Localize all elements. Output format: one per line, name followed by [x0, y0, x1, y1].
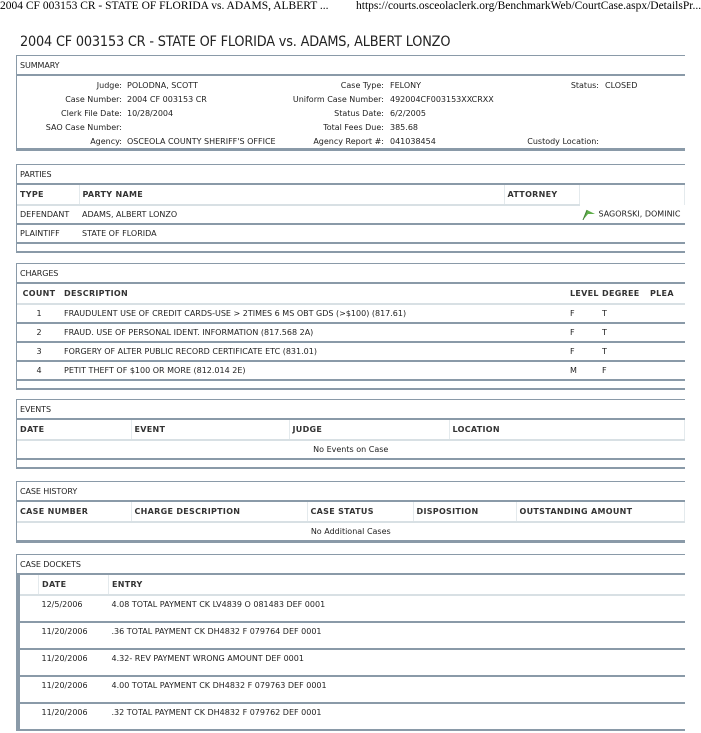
sao-case-number-label: SAO Case Number:	[45, 123, 122, 132]
parties-table	[17, 185, 685, 252]
custody-location-label: Custody Location:	[527, 137, 599, 146]
col-level[interactable]: LEVEL	[567, 284, 599, 304]
empty-row	[17, 522, 685, 541]
col-location[interactable]: LOCATION	[449, 420, 685, 440]
agency-value: OSCEOLA COUNTY SHERIFF'S OFFICE	[127, 137, 276, 146]
table-row	[19, 649, 686, 676]
status-label: Status:	[570, 81, 599, 90]
summary-title: SUMMARY	[17, 56, 685, 76]
dockets-header-row	[19, 575, 686, 595]
charge-degree: T	[599, 323, 647, 342]
col-entry[interactable]: ENTRY	[109, 575, 686, 595]
charge-level: F	[567, 304, 599, 323]
col-judge[interactable]: JUDGE	[289, 420, 449, 440]
case-history-header-row	[17, 502, 685, 522]
charge-count: 2	[17, 323, 61, 342]
events-table	[17, 420, 685, 468]
case-type-label: Case Type:	[340, 81, 384, 90]
col-disposition[interactable]: DISPOSITION	[413, 502, 516, 522]
events-title: EVENTS	[17, 400, 685, 420]
charge-count: 3	[17, 342, 61, 361]
case-history-panel	[16, 481, 685, 543]
charge-level: F	[567, 323, 599, 342]
table-row	[19, 595, 686, 622]
total-fees-due-value: 385.68	[390, 123, 418, 132]
charge-degree: F	[599, 361, 647, 380]
party-name: ADAMS, ALBERT LONZO	[79, 205, 504, 224]
case-history-title: CASE HISTORY	[17, 482, 685, 502]
charges-header-row	[17, 284, 685, 304]
charge-plea	[647, 361, 685, 380]
docket-date: 11/20/2006	[39, 622, 109, 649]
case-dockets-panel	[16, 554, 685, 731]
charge-count: 4	[17, 361, 61, 380]
status-date-label: Status Date:	[334, 109, 384, 118]
case-type-value: FELONY	[390, 81, 421, 90]
uniform-case-number-label: Uniform Case Number:	[292, 95, 384, 104]
docket-date: 11/20/2006	[39, 676, 109, 703]
charges-panel	[16, 263, 685, 390]
summary-panel	[16, 55, 685, 151]
charge-description: FRAUDULENT USE OF CREDIT CARDS-USE > 2TIMES 6 MS OBT GDS (>$100) (817.61)	[61, 304, 567, 323]
print-header-url: https://courts.osceolaclerk.org/BenchmarkWeb/CourtCase.aspx/DetailsPr...	[356, 0, 701, 12]
charges-title: CHARGES	[17, 264, 685, 284]
filler-row	[17, 243, 685, 251]
judge-label: Judge:	[96, 81, 122, 90]
charge-description: FORGERY OF ALTER PUBLIC RECORD CERTIFICATE ETC (831.01)	[61, 342, 567, 361]
charge-count: 1	[17, 304, 61, 323]
table-row	[19, 703, 686, 730]
print-header-title: 2004 CF 003153 CR - STATE OF FLORIDA vs. ADAMS, ALBERT ...	[0, 0, 329, 12]
party-attorney[interactable]	[579, 205, 685, 224]
col-blank	[579, 185, 685, 205]
docket-entry: 4.32- REV PAYMENT WRONG AMOUNT DEF 0001	[109, 649, 686, 676]
agency-report-label: Agency Report #:	[313, 137, 384, 146]
events-panel	[16, 399, 685, 469]
flag-icon	[582, 208, 596, 220]
charge-plea	[647, 342, 685, 361]
status-date-value: 6/2/2005	[390, 109, 426, 118]
docket-entry: 4.00 TOTAL PAYMENT CK DH4832 F 079763 DEF 0001	[109, 676, 686, 703]
col-degree[interactable]: DEGREE	[599, 284, 647, 304]
parties-panel	[16, 164, 685, 253]
docket-entry: 4.08 TOTAL PAYMENT CK LV4839 O 081483 DEF 0001	[109, 595, 686, 622]
docket-date: 11/20/2006	[39, 703, 109, 730]
charge-degree: T	[599, 342, 647, 361]
table-row	[17, 205, 685, 224]
col-description[interactable]: DESCRIPTION	[61, 284, 567, 304]
docket-date: 12/5/2006	[39, 595, 109, 622]
col-case-status[interactable]: CASE STATUS	[307, 502, 413, 522]
col-case-number[interactable]: CASE NUMBER	[17, 502, 131, 522]
charge-description: FRAUD. USE OF PERSONAL IDENT. INFORMATION (817.568 2A)	[61, 323, 567, 342]
table-row	[17, 323, 685, 342]
charge-plea	[647, 304, 685, 323]
col-charge-description[interactable]: CHARGE DESCRIPTION	[131, 502, 307, 522]
status-value: CLOSED	[605, 81, 638, 90]
charge-description: PETIT THEFT OF $100 OR MORE (812.014 2E)	[61, 361, 567, 380]
agency-label: Agency:	[90, 137, 122, 146]
events-header-row	[17, 420, 685, 440]
clerk-file-date-label: Clerk File Date:	[61, 109, 122, 118]
party-type: DEFENDANT	[17, 205, 79, 224]
table-row	[19, 622, 686, 649]
parties-title: PARTIES	[17, 165, 685, 185]
page-title: 2004 CF 003153 CR - STATE OF FLORIDA vs. ADAMS, ALBERT LONZO	[20, 34, 451, 50]
case-history-table	[17, 502, 685, 542]
table-row	[17, 224, 685, 243]
case-dockets-title: CASE DOCKETS	[17, 555, 685, 575]
party-name: STATE OF FLORIDA	[79, 224, 504, 243]
filler-row	[17, 459, 685, 467]
docket-date: 11/20/2006	[39, 649, 109, 676]
col-date[interactable]: DATE	[17, 420, 131, 440]
party-attorney-spacer	[504, 205, 579, 224]
empty-row	[17, 440, 685, 459]
charges-table	[17, 284, 685, 389]
party-attorney	[504, 224, 579, 243]
party-type: PLAINTIFF	[17, 224, 79, 243]
table-row	[17, 342, 685, 361]
charge-level: M	[567, 361, 599, 380]
charge-plea	[647, 323, 685, 342]
summary-grid	[17, 76, 685, 150]
case-dockets-table	[17, 575, 685, 731]
attorney-name[interactable]: SAGORSKI, DOMINIC	[598, 209, 681, 219]
col-party-name[interactable]: PARTY NAME	[79, 185, 504, 205]
table-row	[17, 304, 685, 323]
uniform-case-number-value: 492004CF003153XXCRXX	[390, 95, 494, 104]
col-date[interactable]: DATE	[39, 575, 109, 595]
col-plea[interactable]: PLEA	[647, 284, 685, 304]
col-select	[19, 575, 39, 595]
charge-degree: T	[599, 304, 647, 323]
clerk-file-date-value: 10/28/2004	[127, 109, 174, 118]
table-row	[19, 676, 686, 703]
case-number-label: Case Number:	[65, 95, 122, 104]
docket-entry: .32 TOTAL PAYMENT CK DH4832 F 079762 DEF 0001	[109, 703, 686, 730]
no-events-message: No Events on Case	[17, 440, 685, 459]
case-number-value: 2004 CF 003153 CR	[127, 95, 207, 104]
parties-header-row	[17, 185, 685, 205]
table-row	[17, 361, 685, 380]
filler-row	[17, 380, 685, 388]
judge-value: POLODNA, SCOTT	[127, 81, 198, 90]
col-count[interactable]: COUNT	[17, 284, 61, 304]
col-attorney[interactable]: ATTORNEY	[504, 185, 579, 205]
col-outstanding-amount[interactable]: OUTSTANDING AMOUNT	[516, 502, 685, 522]
agency-report-value: 041038454	[390, 137, 436, 146]
charge-level: F	[567, 342, 599, 361]
docket-entry: .36 TOTAL PAYMENT CK DH4832 F 079764 DEF 0001	[109, 622, 686, 649]
col-event[interactable]: EVENT	[131, 420, 289, 440]
print-header	[0, 0, 701, 16]
total-fees-due-label: Total Fees Due:	[323, 123, 384, 132]
no-cases-message: No Additional Cases	[17, 522, 685, 541]
col-type[interactable]: TYPE	[17, 185, 79, 205]
